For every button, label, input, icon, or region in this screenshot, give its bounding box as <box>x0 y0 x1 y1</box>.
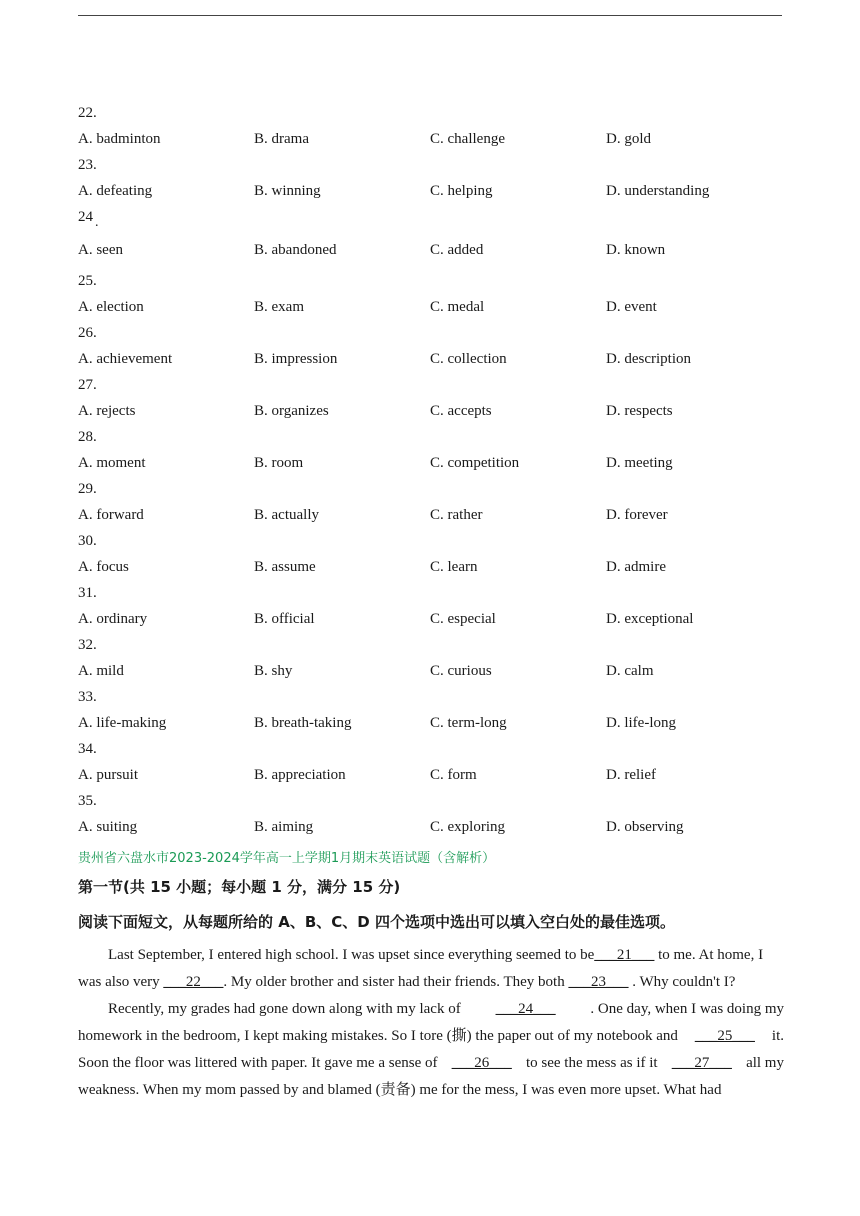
option-d: D. understanding <box>606 183 710 199</box>
option-a: A. badminton <box>78 131 161 147</box>
option-c: C. form <box>430 767 477 783</box>
question-number: 30. <box>78 533 97 549</box>
question-options-row <box>78 710 798 736</box>
question-options-list <box>78 100 798 840</box>
passage-text: Last September, I entered high school. I was upset since everything seemed to be <box>108 947 595 963</box>
option-a: A. seen <box>78 242 123 258</box>
option-b: B. official <box>254 611 315 627</box>
passage-text: Soon the floor was littered with paper. It gave me a sense of <box>78 1055 438 1071</box>
option-b: B. winning <box>254 183 321 199</box>
header-rule <box>78 15 782 16</box>
question-options-row <box>78 658 798 684</box>
blank-26: ___26___ <box>451 1055 512 1071</box>
passage-line <box>78 1077 784 1104</box>
option-c: C. accepts <box>430 403 492 419</box>
option-d: D. gold <box>606 131 651 147</box>
option-b: B. room <box>254 455 304 471</box>
blank-24: ___24___ <box>495 1001 556 1017</box>
option-d: D. respects <box>606 403 673 419</box>
passage-text: . Why couldn't I? <box>632 974 736 990</box>
option-d: D. known <box>606 242 666 258</box>
question-options-row <box>78 502 798 528</box>
option-c: C. added <box>430 242 484 258</box>
option-c: C. medal <box>430 299 485 315</box>
option-c: C. competition <box>430 455 520 471</box>
option-a: A. achievement <box>78 351 173 367</box>
question-number: 23. <box>78 157 97 173</box>
question-number: 35. <box>78 793 97 809</box>
option-a: A. rejects <box>78 403 136 419</box>
blank-22: ___22___ <box>163 974 224 990</box>
question-options-row <box>78 606 798 632</box>
passage-text: . One day, when I was doing my <box>590 1001 784 1017</box>
option-c: C. collection <box>430 351 507 367</box>
option-a: A. mild <box>78 663 124 679</box>
option-c: C. learn <box>430 559 478 575</box>
option-b: B. shy <box>254 663 293 679</box>
question-options-row <box>78 762 798 788</box>
passage-text: was also very <box>78 974 160 990</box>
option-b: B. impression <box>254 351 338 367</box>
option-d: D. event <box>606 299 657 315</box>
section-heading: 第一节(共 15 小题；每小题 1 分，满分 15 分) <box>78 878 401 896</box>
option-c: C. term-long <box>430 715 507 731</box>
instruction-text: 阅读下面短文，从每题所给的 A、B、C、D 四个选项中选出可以填入空白处的最佳选项。 <box>78 913 675 931</box>
option-c: C. rather <box>430 507 483 523</box>
reading-passage <box>78 942 784 1104</box>
option-a: A. defeating <box>78 183 153 199</box>
question-dot: . <box>95 215 99 230</box>
question-number: 32. <box>78 637 97 653</box>
option-b: B. aiming <box>254 819 314 835</box>
passage-text: to me. At home, I <box>658 947 764 963</box>
option-a: A. suiting <box>78 819 138 835</box>
option-d: D. admire <box>606 559 666 575</box>
option-b: B. appreciation <box>254 767 346 783</box>
question-number: 27. <box>78 377 97 393</box>
passage-text: . My older brother and sister had their friends. They both <box>223 974 565 990</box>
passage-text: it. <box>771 1028 784 1044</box>
question-number: 29. <box>78 481 97 497</box>
question-number-24 <box>78 204 798 230</box>
blank-23: ___23___ <box>568 974 629 990</box>
option-d: D. observing <box>606 819 684 835</box>
option-b: B. actually <box>254 507 319 523</box>
question-number: 28. <box>78 429 97 445</box>
passage-text: all my <box>746 1055 784 1071</box>
option-b: B. breath-taking <box>254 715 352 731</box>
option-d: D. description <box>606 351 691 367</box>
question-options-row <box>78 294 798 320</box>
passage-line <box>78 969 784 996</box>
question-number: 31. <box>78 585 97 601</box>
question-options-row <box>78 554 798 580</box>
question-number: 33. <box>78 689 97 705</box>
option-b: B. exam <box>254 299 304 315</box>
option-a: A. election <box>78 299 144 315</box>
passage-text: weakness. When my mom passed by and blamed (责备) me for the mess, I was even more upset. What had <box>78 1082 722 1098</box>
question-number: 24 <box>78 209 93 225</box>
question-number: 26. <box>78 325 97 341</box>
option-a: A. ordinary <box>78 611 148 627</box>
source-title: 贵州省六盘水市2023-2024学年高一上学期1月期末英语试题（含解析） <box>78 851 496 866</box>
passage-line <box>78 942 784 969</box>
option-a: A. forward <box>78 507 144 523</box>
blank-21: ___21___ <box>594 947 655 963</box>
question-options-row <box>78 814 798 840</box>
question-options-row <box>78 178 798 204</box>
option-b: B. organizes <box>254 403 329 419</box>
blank-25: ___25___ <box>694 1028 755 1044</box>
question-options-row <box>78 450 798 476</box>
option-a: A. moment <box>78 455 146 471</box>
option-b: B. assume <box>254 559 316 575</box>
option-d: D. life-long <box>606 715 676 731</box>
question-number: 22. <box>78 105 97 121</box>
passage-text: to see the mess as if it <box>525 1055 658 1071</box>
option-d: D. relief <box>606 767 656 783</box>
question-options-row <box>78 346 798 372</box>
option-d: D. calm <box>606 663 654 679</box>
option-c: C. especial <box>430 611 496 627</box>
option-b: B. drama <box>254 131 309 147</box>
option-c: C. exploring <box>430 819 505 835</box>
option-d: D. forever <box>606 507 668 523</box>
option-a: A. pursuit <box>78 767 138 783</box>
question-options-row <box>78 398 798 424</box>
blank-27: ___27___ <box>671 1055 732 1071</box>
question-number: 34. <box>78 741 97 757</box>
question-options-row <box>78 126 798 152</box>
passage-line <box>78 1023 784 1050</box>
option-d: D. exceptional <box>606 611 694 627</box>
passage-text: Recently, my grades had gone down along with my lack of <box>108 1001 461 1017</box>
option-c: C. helping <box>430 183 493 199</box>
option-a: A. focus <box>78 559 129 575</box>
question-number: 25. <box>78 273 97 289</box>
question-options-row <box>78 230 798 268</box>
option-b: B. abandoned <box>254 242 337 258</box>
option-c: C. challenge <box>430 131 505 147</box>
option-d: D. meeting <box>606 455 673 471</box>
option-a: A. life-making <box>78 715 167 731</box>
passage-text: homework in the bedroom, I kept making mistakes. So I tore (撕) the paper out of my notebook and <box>78 1028 678 1044</box>
passage-line <box>78 1050 784 1077</box>
passage-line <box>78 996 784 1023</box>
option-c: C. curious <box>430 663 492 679</box>
